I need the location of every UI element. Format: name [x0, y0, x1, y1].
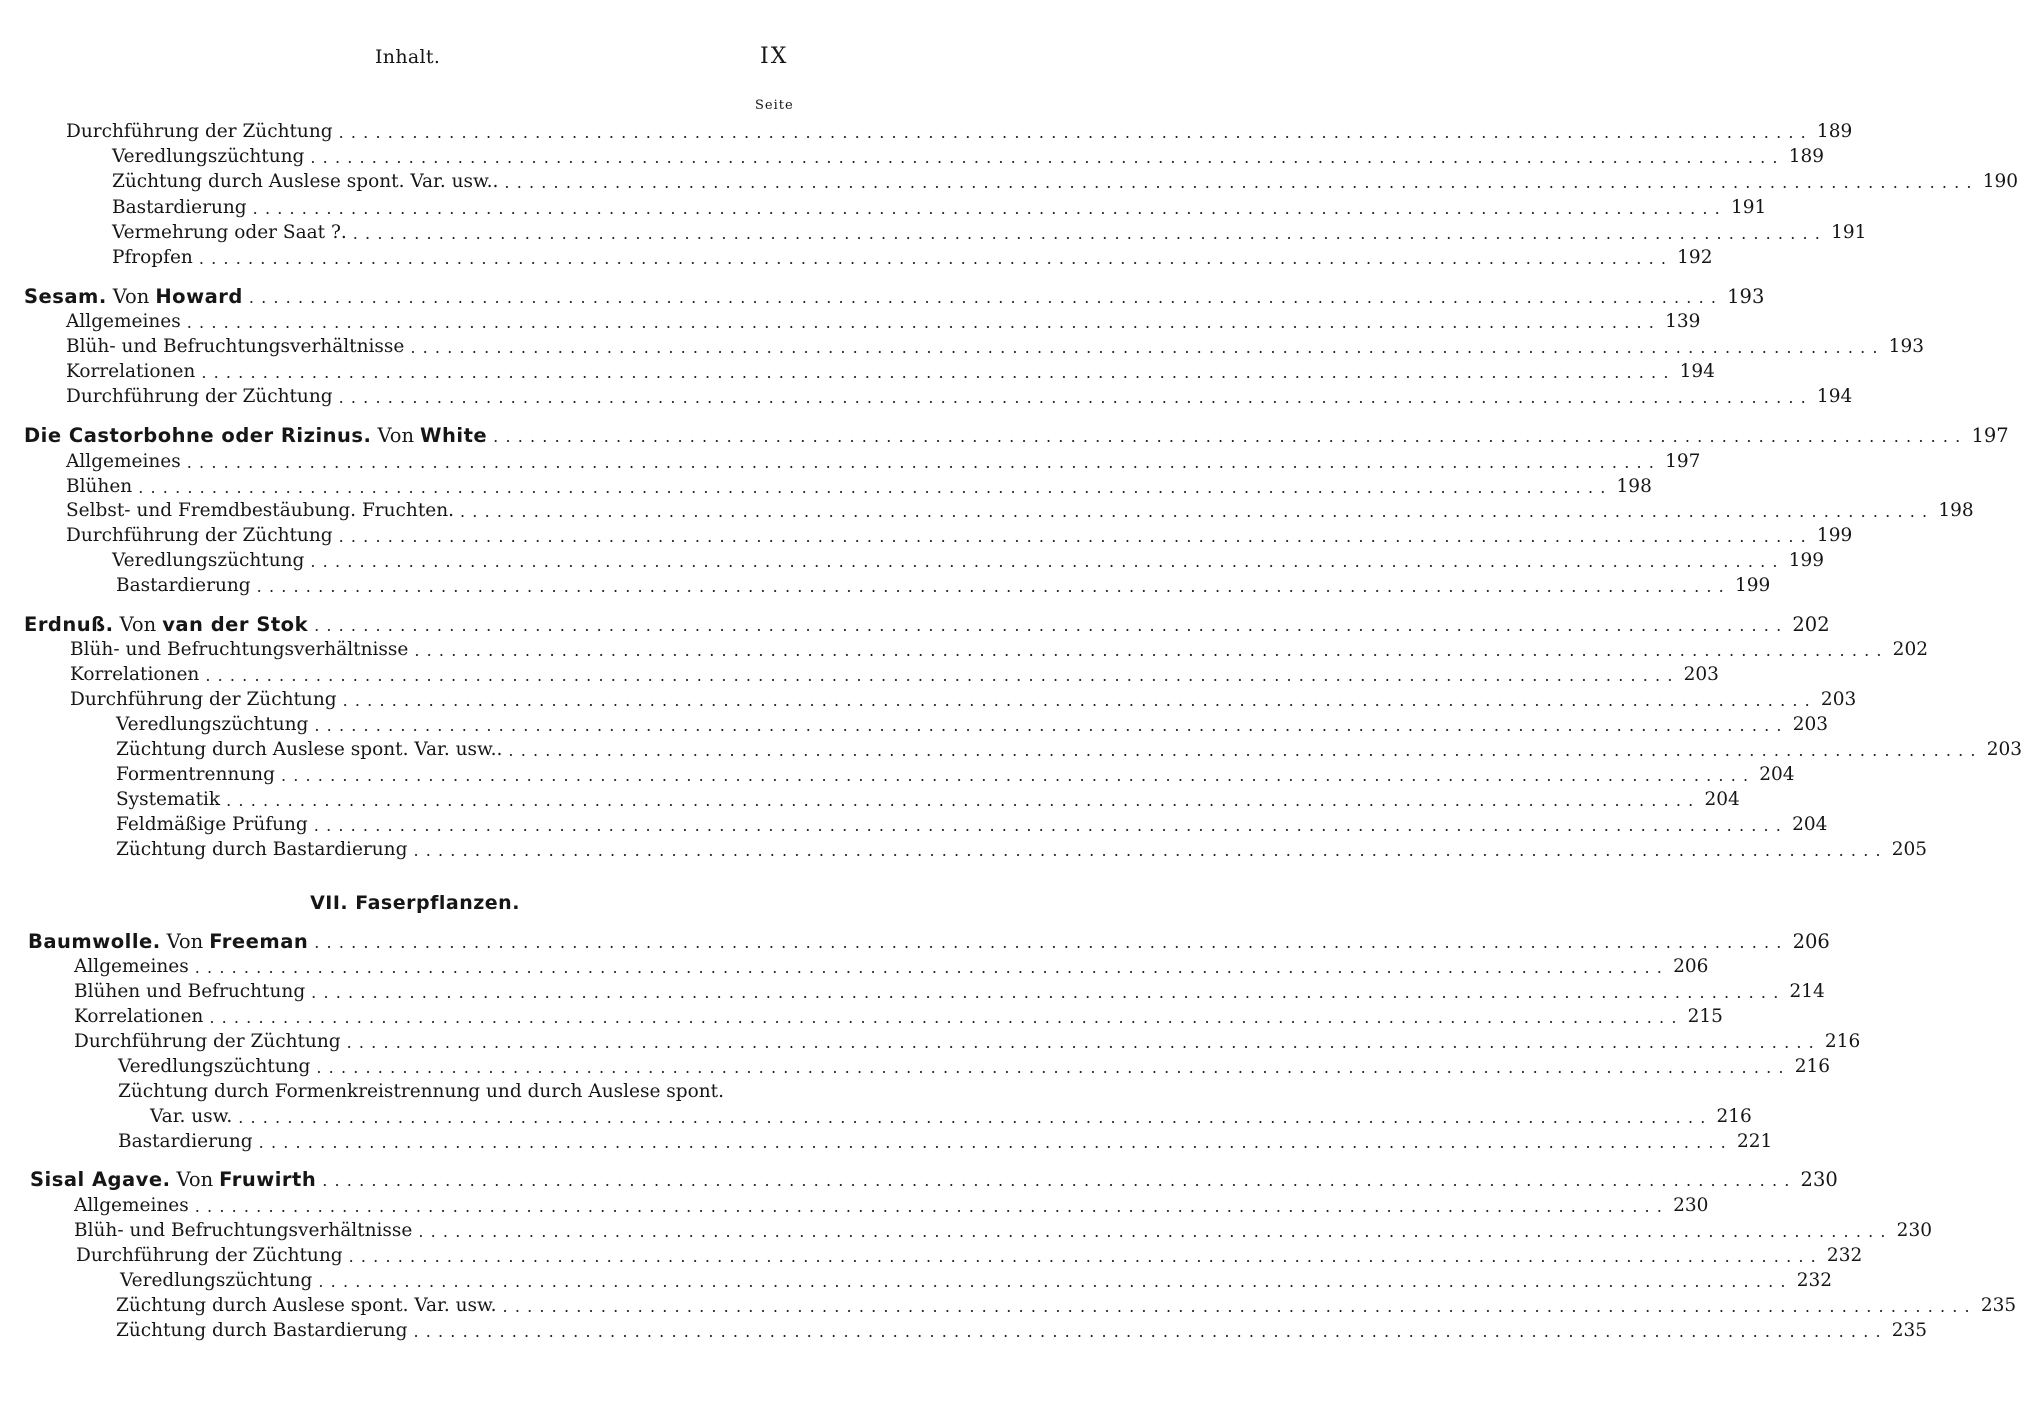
toc-entry: [74, 980, 1825, 1004]
page-number: 191: [1730, 197, 1767, 218]
toc-chapter-entry: [28, 930, 1830, 954]
page-number: 221: [1736, 1131, 1773, 1152]
toc-entry: [118, 1055, 1830, 1079]
page-number: 193: [1727, 285, 1765, 308]
entry-label: Bastardierung: [112, 197, 247, 218]
toc-entry: [74, 1005, 1723, 1029]
page-number: 216: [1794, 1056, 1830, 1077]
entry-label: Züchtung durch Bastardierung: [116, 839, 408, 860]
chapter-heading: [28, 930, 314, 954]
author-name: Howard: [155, 285, 243, 308]
page-number: 203: [1820, 689, 1857, 710]
entry-label: Durchführung der Züchtung: [66, 121, 333, 142]
entry-label: Züchtung durch Formenkreistrennung und durch Auslese spont.: [118, 1081, 724, 1102]
entry-label: Var. usw.: [150, 1106, 233, 1127]
toc-entry: [74, 955, 1709, 979]
page-number: 203: [1986, 739, 2022, 760]
page-number: 235: [1980, 1295, 2017, 1316]
entry-label: Allgemeines: [74, 956, 189, 977]
toc-entry: [116, 813, 1828, 837]
page-number: 232: [1826, 1245, 1863, 1266]
page-number: 214: [1789, 981, 1825, 1002]
toc-entry: [70, 663, 1719, 687]
entry-label: Vermehrung oder Saat ?.: [112, 222, 347, 243]
toc-entry: [66, 120, 1853, 144]
leader-dots: ........................................................................................................................: [418, 1222, 1893, 1241]
page-number: 197: [1665, 451, 1701, 472]
von-label: Von: [377, 424, 415, 447]
toc-entry: [112, 246, 1713, 270]
entry-label: Züchtung durch Auslese spont. Var. usw.: [116, 1295, 497, 1316]
toc-entry: [116, 713, 1828, 737]
page-number: 202: [1792, 613, 1830, 636]
leader-dots: ........................................................................................................................: [314, 616, 1789, 635]
chapter-title: Sesam.: [24, 285, 107, 308]
page-number: 206: [1792, 930, 1830, 953]
leader-dots: ........................................................................................................................: [226, 791, 1701, 810]
toc-entry: [70, 638, 1928, 662]
entry-label: Blüh- und Befruchtungsverhältnisse: [70, 639, 409, 660]
toc-entry: [116, 738, 2022, 762]
toc-entry: [66, 310, 1701, 334]
leader-dots: ........................................................................................................................: [311, 983, 1786, 1002]
chapter-title: Sisal Agave.: [30, 1168, 171, 1191]
leader-dots: ........................................................................................................................: [186, 313, 1662, 332]
leader-dots: ........................................................................................................................: [413, 841, 1888, 860]
toc-entry: [112, 549, 1824, 573]
toc-chapter-entry: [24, 613, 1830, 637]
leader-dots: ........................................................................................................................: [493, 427, 1968, 446]
entry-label: Bastardierung: [118, 1131, 253, 1152]
leader-dots: ........................................................................................................................: [346, 1033, 1821, 1052]
page-number: 204: [1759, 764, 1795, 785]
entry-label: Durchführung der Züchtung: [66, 525, 333, 546]
entry-label: Selbst- und Fremdbestäubung. Fruchten.: [66, 500, 454, 521]
entry-label: Veredlungszüchtung: [120, 1270, 313, 1291]
page-number: 232: [1796, 1270, 1832, 1291]
chapter-heading: [24, 613, 314, 637]
toc-chapter-entry: [30, 1168, 1838, 1192]
leader-dots: ........................................................................................................................: [258, 1133, 1733, 1152]
entry-label: Durchführung der Züchtung: [74, 1031, 341, 1052]
toc-entry: [76, 1244, 1863, 1268]
leader-dots: ........................................................................................................................: [338, 388, 1813, 407]
leader-dots: ........................................................................................................................: [313, 816, 1789, 835]
seite-column-label: Seite: [755, 98, 794, 113]
entry-label: Formentrennung: [116, 764, 275, 785]
page-number: 194: [1816, 386, 1853, 407]
toc-entry: [66, 475, 1652, 499]
chapter-heading: [24, 424, 493, 448]
page-number: 230: [1896, 1220, 1932, 1241]
page-number: 190: [1982, 171, 2019, 192]
entry-label: Pfropfen: [112, 247, 193, 268]
leader-dots: ........................................................................................................................: [186, 453, 1662, 472]
entry-label: Züchtung durch Auslese spont. Var. usw..: [116, 739, 503, 760]
toc-entry: [112, 221, 1867, 245]
entry-label: Blüh- und Befruchtungsverhältnisse: [66, 336, 405, 357]
page-number: 203: [1792, 714, 1828, 735]
entry-label: Durchführung der Züchtung: [76, 1245, 343, 1266]
toc-entry: [120, 1269, 1832, 1293]
page-number: 216: [1824, 1031, 1861, 1052]
leader-dots: ........................................................................................................................: [138, 478, 1613, 497]
toc-entry: [66, 499, 1974, 523]
toc-entry: [116, 788, 1740, 812]
page-number: 230: [1800, 1168, 1838, 1191]
entry-label: Blüh- und Befruchtungsverhältnisse: [74, 1220, 413, 1241]
leader-dots: ........................................................................................................................: [414, 641, 1889, 660]
von-label: Von: [166, 930, 204, 953]
toc-entry: [66, 360, 1715, 384]
toc-entry: [150, 1105, 1752, 1129]
leader-dots: ........................................................................................................................: [209, 1008, 1684, 1027]
leader-dots: ........................................................................................................................: [194, 1197, 1670, 1216]
page-number: 199: [1816, 525, 1853, 546]
leader-dots: ........................................................................................................................: [322, 1171, 1797, 1190]
leader-dots: ........................................................................................................................: [342, 691, 1817, 710]
leader-dots: ........................................................................................................................: [205, 666, 1680, 685]
page-number: 235: [1891, 1320, 1928, 1341]
toc-entry: [116, 574, 1771, 598]
leader-dots: ........................................................................................................................: [314, 716, 1789, 735]
leader-dots: ........................................................................................................................: [508, 741, 1983, 760]
page-number: 192: [1677, 247, 1713, 268]
entry-label: Züchtung durch Bastardierung: [116, 1320, 408, 1341]
leader-dots: ........................................................................................................................: [338, 527, 1813, 546]
von-label: Von: [119, 613, 157, 636]
author-name: White: [420, 424, 488, 447]
page-number: 199: [1788, 550, 1824, 571]
entry-label: Veredlungszüchtung: [112, 146, 305, 167]
header-page-number: IX: [760, 44, 789, 69]
page-number: 215: [1687, 1006, 1723, 1027]
leader-dots: ........................................................................................................................: [460, 502, 1935, 521]
entry-label: Blühen: [66, 476, 133, 497]
entry-label: Veredlungszüchtung: [118, 1056, 311, 1077]
toc-entry: [112, 145, 1824, 169]
chapter-heading: [24, 285, 249, 309]
toc-entry-continued: [118, 1080, 798, 1104]
section-heading: VII. Faserpflanzen.: [310, 892, 520, 914]
toc-entry: [66, 335, 1924, 359]
page-number: 205: [1891, 839, 1928, 860]
entry-label: Bastardierung: [116, 575, 251, 596]
leader-dots: ........................................................................................................................: [198, 249, 1674, 268]
header-title: Inhalt.: [375, 46, 441, 68]
leader-dots: ........................................................................................................................: [248, 288, 1724, 307]
leader-dots: ........................................................................................................................: [316, 1058, 1791, 1077]
leader-dots: ........................................................................................................................: [256, 577, 1731, 596]
page-number: 199: [1734, 575, 1771, 596]
leader-dots: ........................................................................................................................: [194, 958, 1670, 977]
page-number: 194: [1679, 361, 1715, 382]
page-number: 204: [1704, 789, 1740, 810]
toc-entry: [74, 1219, 1932, 1243]
toc-entry: [112, 196, 1767, 220]
leader-dots: ........................................................................................................................: [280, 766, 1756, 785]
entry-label: Veredlungszüchtung: [116, 714, 309, 735]
entry-label: Korrelationen: [74, 1006, 204, 1027]
page-number: 202: [1892, 639, 1928, 660]
toc-entry: [66, 524, 1853, 548]
leader-dots: ........................................................................................................................: [201, 363, 1676, 382]
leader-dots: ........................................................................................................................: [318, 1272, 1793, 1291]
page-number: 193: [1888, 336, 1924, 357]
entry-label: Korrelationen: [66, 361, 196, 382]
page-number: 198: [1616, 476, 1652, 497]
toc-entry: [116, 1294, 2017, 1318]
toc-entry: [66, 450, 1701, 474]
page-number: 189: [1788, 146, 1824, 167]
entry-label: Feldmäßige Prüfung: [116, 814, 308, 835]
chapter-title: Die Castorbohne oder Rizinus.: [24, 424, 372, 447]
entry-label: Allgemeines: [66, 311, 181, 332]
leader-dots: ........................................................................................................................: [504, 173, 1979, 192]
chapter-title: Erdnuß.: [24, 613, 114, 636]
page-number: 203: [1683, 664, 1719, 685]
chapter-heading: [30, 1168, 322, 1192]
leader-dots: ........................................................................................................................: [348, 1247, 1823, 1266]
author-name: Fruwirth: [219, 1168, 317, 1191]
running-header: [0, 44, 830, 72]
leader-dots: ........................................................................................................................: [238, 1108, 1713, 1127]
toc-entry: [116, 838, 1928, 862]
page-number: 139: [1665, 311, 1701, 332]
toc-entry: [74, 1030, 1861, 1054]
toc-chapter-entry: [24, 285, 1765, 309]
toc-entry: [70, 688, 1857, 712]
toc-entry: [116, 763, 1795, 787]
page-number: 230: [1673, 1195, 1709, 1216]
entry-label: Allgemeines: [66, 451, 181, 472]
entry-label: Systematik: [116, 789, 221, 810]
toc-chapter-entry: [24, 424, 2009, 448]
toc-entry: [116, 1319, 1928, 1343]
leader-dots: ........................................................................................................................: [502, 1297, 1977, 1316]
entry-label: Durchführung der Züchtung: [66, 386, 333, 407]
leader-dots: ........................................................................................................................: [252, 199, 1727, 218]
page-number: 191: [1831, 222, 1867, 243]
leader-dots: ........................................................................................................................: [413, 1322, 1888, 1341]
von-label: Von: [176, 1168, 214, 1191]
page-number: 206: [1673, 956, 1709, 977]
entry-label: Züchtung durch Auslese spont. Var. usw..: [112, 171, 499, 192]
page-number: 198: [1938, 500, 1974, 521]
leader-dots: ........................................................................................................................: [410, 338, 1885, 357]
page-number: 204: [1792, 814, 1828, 835]
leader-dots: ........................................................................................................................: [352, 224, 1828, 243]
toc-entry: [118, 1130, 1773, 1154]
toc-entry: [66, 385, 1853, 409]
leader-dots: ........................................................................................................................: [310, 148, 1785, 167]
author-name: Freeman: [209, 930, 309, 953]
chapter-title: Baumwolle.: [28, 930, 161, 953]
entry-label: Veredlungszüchtung: [112, 550, 305, 571]
entry-label: Korrelationen: [70, 664, 200, 685]
entry-label: Blühen und Befruchtung: [74, 981, 306, 1002]
page-number: 216: [1716, 1106, 1752, 1127]
toc-entry: [112, 170, 2019, 194]
leader-dots: ........................................................................................................................: [314, 933, 1789, 952]
page-number: 189: [1816, 121, 1853, 142]
page-number: 197: [1971, 424, 2009, 447]
entry-label: Allgemeines: [74, 1195, 189, 1216]
entry-label: Durchführung der Züchtung: [70, 689, 337, 710]
leader-dots: ........................................................................................................................: [310, 552, 1785, 571]
von-label: Von: [112, 285, 150, 308]
toc-entry: [74, 1194, 1709, 1218]
author-name: van der Stok: [162, 613, 309, 636]
leader-dots: ........................................................................................................................: [338, 123, 1813, 142]
